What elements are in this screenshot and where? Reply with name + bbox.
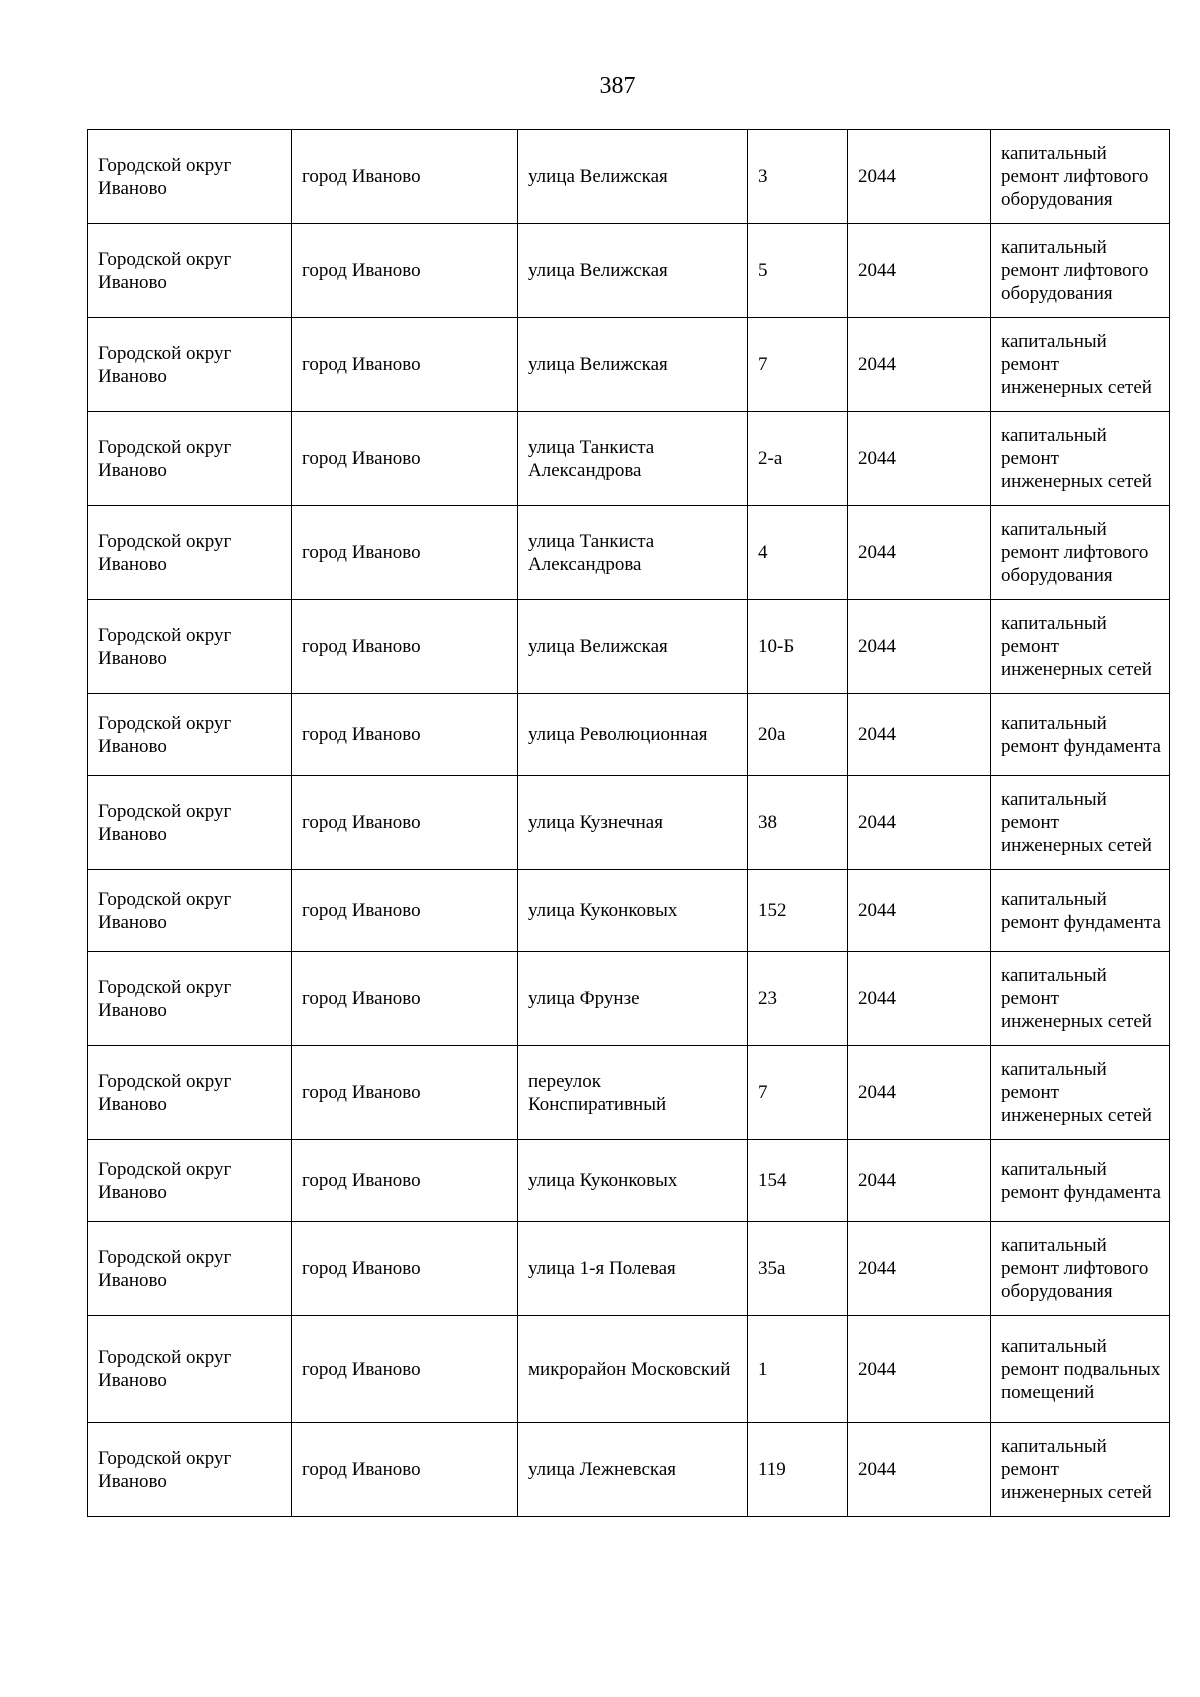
street-cell: улица Велижская <box>518 600 748 694</box>
year-cell: 2044 <box>848 952 991 1046</box>
street-cell: улица Танкиста Александрова <box>518 412 748 506</box>
city-cell: город Иваново <box>292 776 518 870</box>
city-cell: город Иваново <box>292 600 518 694</box>
year-cell: 2044 <box>848 506 991 600</box>
street-cell: микрорайон Московский <box>518 1316 748 1423</box>
house-cell: 1 <box>748 1316 848 1423</box>
table-row <box>88 1316 1170 1423</box>
house-cell: 154 <box>748 1140 848 1222</box>
street-cell: улица Велижская <box>518 318 748 412</box>
district-cell: Городской округ Иваново <box>88 506 292 600</box>
house-cell: 5 <box>748 224 848 318</box>
district-cell: Городской округ Иваново <box>88 776 292 870</box>
city-cell: город Иваново <box>292 1423 518 1517</box>
year-cell: 2044 <box>848 412 991 506</box>
page-number: 387 <box>599 73 636 99</box>
work-type-cell: капитальный ремонт подвальных помещений <box>991 1316 1170 1423</box>
table-row <box>88 1046 1170 1140</box>
house-cell: 4 <box>748 506 848 600</box>
house-cell: 35а <box>748 1222 848 1316</box>
year-cell: 2044 <box>848 870 991 952</box>
year-cell: 2044 <box>848 1140 991 1222</box>
city-cell: город Иваново <box>292 952 518 1046</box>
work-type-cell: капитальный ремонт фундамента <box>991 1140 1170 1222</box>
year-cell: 2044 <box>848 1316 991 1423</box>
year-cell: 2044 <box>848 224 991 318</box>
city-cell: город Иваново <box>292 1140 518 1222</box>
street-cell: улица 1-я Полевая <box>518 1222 748 1316</box>
year-cell: 2044 <box>848 1046 991 1140</box>
house-cell: 23 <box>748 952 848 1046</box>
district-cell: Городской округ Иваново <box>88 1222 292 1316</box>
work-type-cell: капитальный ремонт лифтового оборудования <box>991 224 1170 318</box>
year-cell: 2044 <box>848 1222 991 1316</box>
city-cell: город Иваново <box>292 318 518 412</box>
work-type-cell: капитальный ремонт инженерных сетей <box>991 318 1170 412</box>
work-type-cell: капитальный ремонт лифтового оборудования <box>991 130 1170 224</box>
work-type-cell: капитальный ремонт инженерных сетей <box>991 776 1170 870</box>
city-cell: город Иваново <box>292 694 518 776</box>
street-cell: улица Велижская <box>518 224 748 318</box>
work-type-cell: капитальный ремонт фундамента <box>991 694 1170 776</box>
district-cell: Городской округ Иваново <box>88 1423 292 1517</box>
table-row <box>88 952 1170 1046</box>
city-cell: город Иваново <box>292 1316 518 1423</box>
work-type-cell: капитальный ремонт инженерных сетей <box>991 412 1170 506</box>
repair-schedule-table <box>87 129 1170 1517</box>
house-cell: 152 <box>748 870 848 952</box>
table-row <box>88 1222 1170 1316</box>
street-cell: улица Танкиста Александрова <box>518 506 748 600</box>
year-cell: 2044 <box>848 130 991 224</box>
year-cell: 2044 <box>848 600 991 694</box>
street-cell: улица Куконковых <box>518 870 748 952</box>
work-type-cell: капитальный ремонт инженерных сетей <box>991 1046 1170 1140</box>
house-cell: 3 <box>748 130 848 224</box>
city-cell: город Иваново <box>292 1222 518 1316</box>
district-cell: Городской округ Иваново <box>88 1140 292 1222</box>
district-cell: Городской округ Иваново <box>88 952 292 1046</box>
year-cell: 2044 <box>848 694 991 776</box>
district-cell: Городской округ Иваново <box>88 318 292 412</box>
table-row <box>88 870 1170 952</box>
work-type-cell: капитальный ремонт инженерных сетей <box>991 952 1170 1046</box>
work-type-cell: капитальный ремонт лифтового оборудования <box>991 506 1170 600</box>
district-cell: Городской округ Иваново <box>88 600 292 694</box>
district-cell: Городской округ Иваново <box>88 694 292 776</box>
table-row <box>88 694 1170 776</box>
table-row <box>88 224 1170 318</box>
city-cell: город Иваново <box>292 130 518 224</box>
work-type-cell: капитальный ремонт лифтового оборудования <box>991 1222 1170 1316</box>
house-cell: 38 <box>748 776 848 870</box>
house-cell: 119 <box>748 1423 848 1517</box>
street-cell: улица Лежневская <box>518 1423 748 1517</box>
year-cell: 2044 <box>848 1423 991 1517</box>
house-cell: 2-а <box>748 412 848 506</box>
city-cell: город Иваново <box>292 412 518 506</box>
city-cell: город Иваново <box>292 1046 518 1140</box>
house-cell: 10-Б <box>748 600 848 694</box>
city-cell: город Иваново <box>292 870 518 952</box>
table-row <box>88 318 1170 412</box>
work-type-cell: капитальный ремонт инженерных сетей <box>991 1423 1170 1517</box>
street-cell: улица Кузнечная <box>518 776 748 870</box>
street-cell: улица Куконковых <box>518 1140 748 1222</box>
district-cell: Городской округ Иваново <box>88 130 292 224</box>
table-row <box>88 776 1170 870</box>
street-cell: улица Фрунзе <box>518 952 748 1046</box>
table-row <box>88 1423 1170 1517</box>
district-cell: Городской округ Иваново <box>88 1316 292 1423</box>
table-row <box>88 412 1170 506</box>
house-cell: 20а <box>748 694 848 776</box>
street-cell: переулок Конспиративный <box>518 1046 748 1140</box>
district-cell: Городской округ Иваново <box>88 224 292 318</box>
year-cell: 2044 <box>848 318 991 412</box>
street-cell: улица Революционная <box>518 694 748 776</box>
table-row <box>88 600 1170 694</box>
house-cell: 7 <box>748 1046 848 1140</box>
work-type-cell: капитальный ремонт инженерных сетей <box>991 600 1170 694</box>
year-cell: 2044 <box>848 776 991 870</box>
district-cell: Городской округ Иваново <box>88 1046 292 1140</box>
work-type-cell: капитальный ремонт фундамента <box>991 870 1170 952</box>
street-cell: улица Велижская <box>518 130 748 224</box>
table-row <box>88 506 1170 600</box>
house-cell: 7 <box>748 318 848 412</box>
district-cell: Городской округ Иваново <box>88 412 292 506</box>
district-cell: Городской округ Иваново <box>88 870 292 952</box>
city-cell: город Иваново <box>292 506 518 600</box>
city-cell: город Иваново <box>292 224 518 318</box>
table-row <box>88 130 1170 224</box>
table-row <box>88 1140 1170 1222</box>
